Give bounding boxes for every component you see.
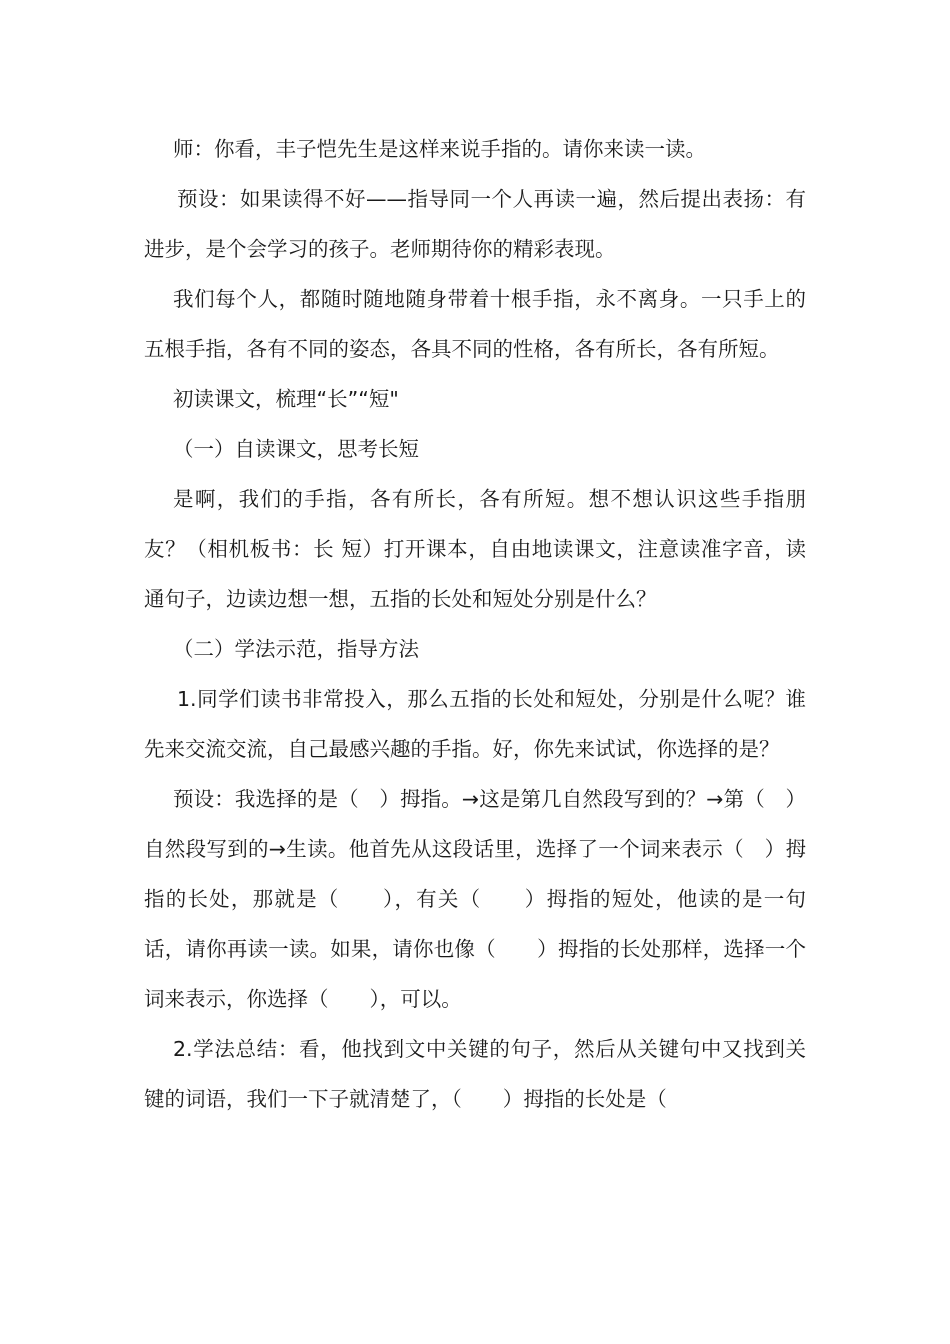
paragraph-reading-task: 是啊，我们的手指，各有所长，各有所短。想不想认识这些手指朋友？（相机板书：长 短）打开课本，自由地读课文，注意读准字音，读通句子，边读边想一想，五指的长处和短处分别是什么？ bbox=[144, 487, 806, 611]
paragraph-preset-thumb: 预设：我选择的是（ ）拇指。→这是第几自然段写到的？→第（ ）自然段写到的→生读。他首先从这段话里，选择了一个词来表示（ ）拇指的长处，那就是（ ），有关（ ）拇指的短处，他读的是一句话，请你再读一读。如果，请你也像（ ）拇指的长处那样，选择一个词来表示，你选择（ ），可以。 bbox=[144, 787, 806, 1011]
paragraph-step-1: 1.同学们读书非常投入，那么五指的长处和短处，分别是什么呢？谁先来交流交流，自己最感兴趣的手指。好，你先来试试，你选择的是？ bbox=[144, 687, 806, 761]
section-heading-first-reading: 初读课文，梳理“长”“短" bbox=[173, 387, 399, 411]
subheading-self-reading: （一）自读课文，思考长短 bbox=[173, 437, 419, 461]
paragraph-teacher-intro: 师：你看，丰子恺先生是这样来说手指的。请你来读一读。 bbox=[173, 137, 706, 161]
paragraph-preset-praise: 预设：如果读得不好——指导同一个人再读一遍，然后提出表扬：有进步，是个会学习的孩子。老师期待你的精彩表现。 bbox=[144, 187, 806, 261]
document-body bbox=[144, 124, 806, 1124]
paragraph-ten-fingers: 我们每个人，都随时随地随身带着十根手指，永不离身。一只手上的五根手指，各有不同的姿态，各具不同的性格，各有所长，各有所短。 bbox=[144, 287, 806, 361]
subheading-method-demo: （二）学法示范，指导方法 bbox=[173, 637, 419, 661]
paragraph-step-2-summary: 2.学法总结：看，他找到文中关键的句子，然后从关键句中又找到关键的词语，我们一下子就清楚了，（ ）拇指的长处是（ bbox=[144, 1037, 806, 1111]
